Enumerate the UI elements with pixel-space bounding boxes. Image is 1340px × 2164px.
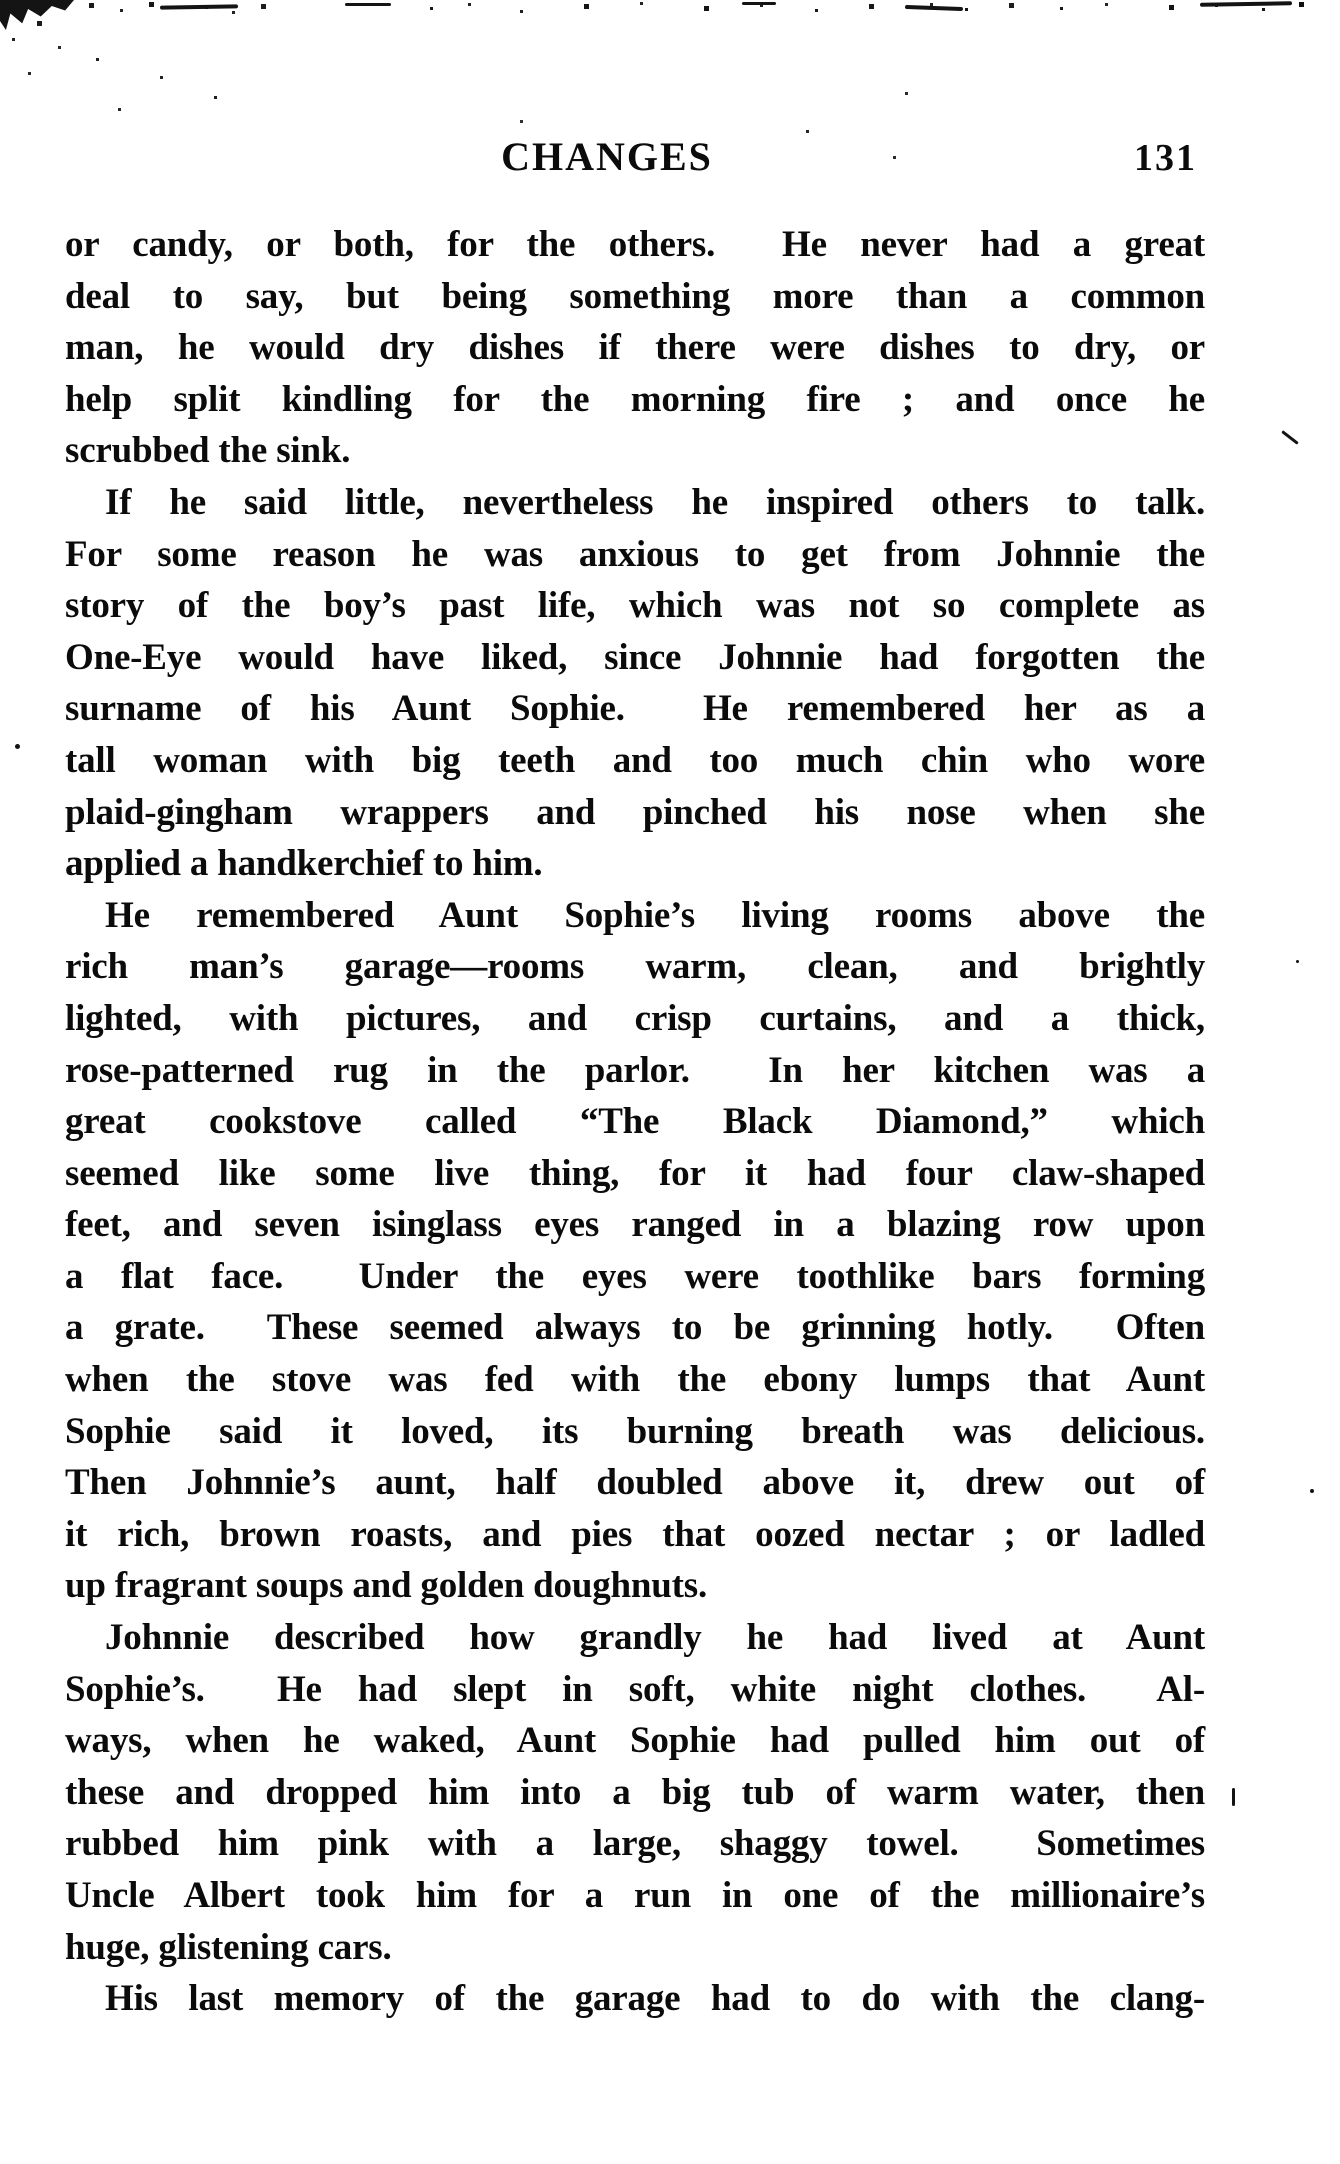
scan-dash [345,3,391,6]
text-line: when the stove was fed with the ebony lumps that Aunt [65,1359,1205,1401]
text-line: rich man’s garage—rooms warm, clean, and brightly [65,946,1205,988]
text-line: ways, when he waked, Aunt Sophie had pulled him out of [65,1720,1205,1762]
text-line: up fragrant soups and golden doughnuts. [65,1565,707,1607]
scan-dot [1310,1489,1314,1493]
text-line: rose-patterned rug in the parlor. In her kitchen was a [65,1049,1205,1091]
body-text [65,219,1205,2025]
page-number: 131 [1134,137,1197,179]
text-line: Then Johnnie’s aunt, half doubled above it, drew out of [65,1462,1205,1504]
text-line: great cookstove called “The Black Diamond,” which [65,1101,1205,1143]
text-line: these and dropped him into a big tub of warm water, then [65,1771,1205,1813]
text-line: He remembered Aunt Sophie’s living rooms above the [105,894,1205,936]
scan-smudge-top-left [0,0,74,30]
scan-dash [905,5,963,11]
text-line: scrubbed the sink. [65,430,351,472]
scan-speckles [0,0,3,3]
text-line: If he said little, nevertheless he inspired others to talk. [105,481,1205,523]
text-line: Johnnie described how grandly he had lived at Aunt [105,1617,1205,1659]
text-line: plaid-gingham wrappers and pinched his nose when she [65,791,1205,833]
text-line: deal to say, but being something more than a common [65,275,1205,317]
text-line: One-Eye would have liked, since Johnnie had forgotten the [65,636,1205,678]
text-line: a grate. These seemed always to be grinning hotly. Often [65,1307,1205,1349]
text-line: a flat face. Under the eyes were toothlike bars forming [65,1255,1205,1297]
chapter-title: CHANGES [501,134,713,179]
scan-mark [1232,1788,1235,1806]
text-line: surname of his Aunt Sophie. He remembered her as a [65,688,1205,730]
text-line: Sophie said it loved, its burning breath was delicious. [65,1410,1205,1452]
text-line: or candy, or both, for the others. He never had a great [65,224,1205,265]
text-line: His last memory of the garage had to do with the clang- [105,1978,1205,2020]
text-line: it rich, brown roasts, and pies that oozed nectar ; or ladled [65,1513,1205,1555]
scan-dash [1200,1,1292,7]
running-head [65,134,1205,187]
scan-mark [1281,430,1299,445]
scan-dot [15,744,20,749]
text-line: man, he would dry dishes if there were dishes to dry, or [65,327,1205,369]
text-line: lighted, with pictures, and crisp curtains, and a thick, [65,997,1205,1039]
text-line: story of the boy’s past life, which was not so complete as [65,585,1205,627]
scan-dash [742,2,776,5]
text-line: Uncle Albert took him for a run in one of the millionaire’s [65,1875,1205,1916]
text-line: rubbed him pink with a large, shaggy towel. Sometimes [65,1823,1205,1865]
text-line: tall woman with big teeth and too much chin who wore [65,739,1205,781]
text-line: help split kindling for the morning fire ; and once he [65,378,1205,420]
text-line: seemed like some live thing, for it had four claw-shaped [65,1152,1205,1194]
text-line: feet, and seven isinglass eyes ranged in a blazing row upon [65,1204,1205,1246]
text-line: Sophie’s. He had slept in soft, white night clothes. Al- [65,1668,1205,1710]
text-line: applied a handkerchief to him. [65,843,543,885]
text-line: For some reason he was anxious to get from Johnnie the [65,533,1205,575]
scan-dash [160,4,238,9]
text-line: huge, glistening cars. [65,1926,392,1968]
scan-dot [1296,960,1299,963]
